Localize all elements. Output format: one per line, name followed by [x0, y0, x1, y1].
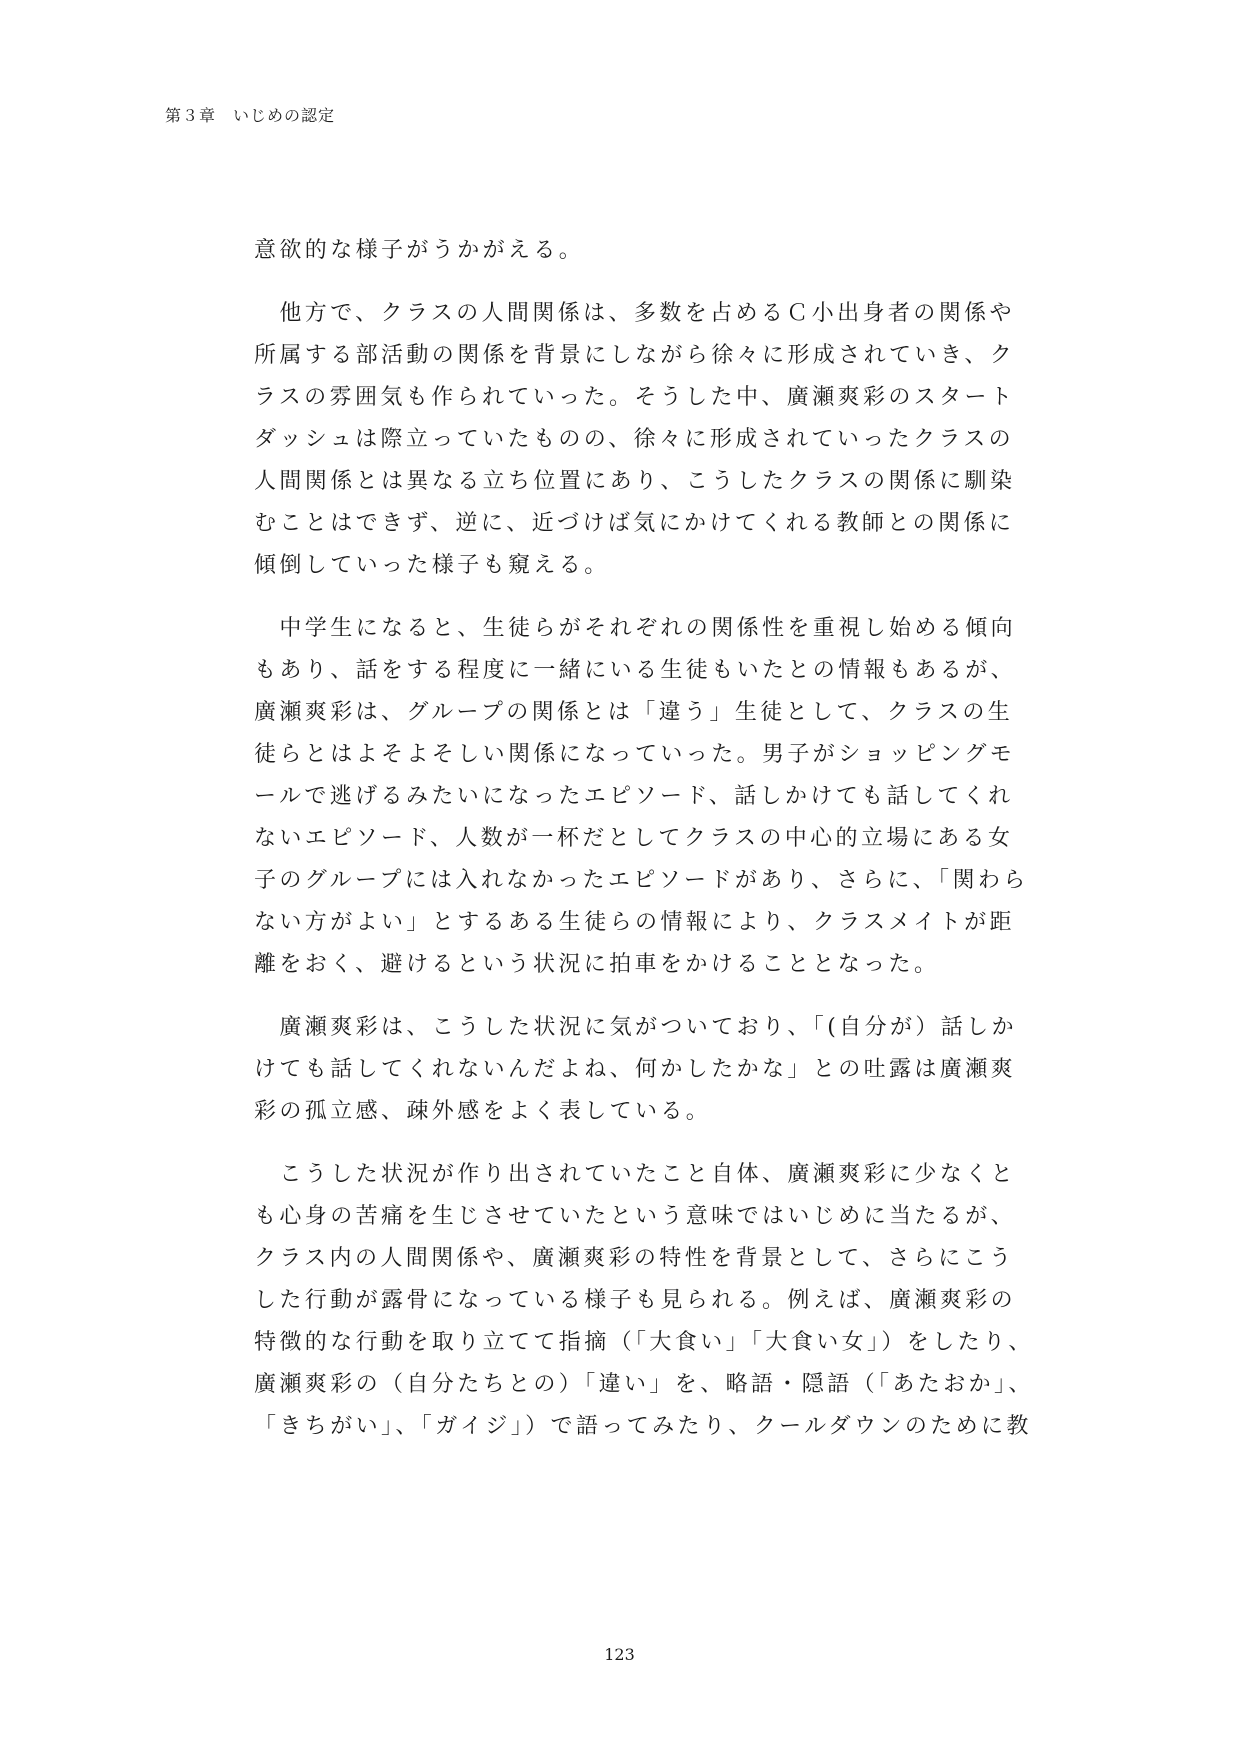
page-number: 123: [604, 1645, 635, 1664]
text-line: クラス内の人間関係や、廣瀬爽彩の特性を背景として、さらにこう: [254, 1246, 1015, 1271]
paragraph-3: [254, 608, 1054, 986]
text-line: 特徴的な行動を取り立てて指摘（「大食い」「大食い女」）をしたり、: [254, 1330, 1034, 1355]
text-line: 廣瀬爽彩は、グループの関係とは「違う」生徒として、クラスの生: [254, 700, 1014, 725]
paragraph-1: [254, 230, 1054, 272]
text-line: 中学生になると、生徒らがそれぞれの関係性を重視し始める傾向: [254, 616, 1017, 641]
text-line: むことはできず、逆に、近づけば気にかけてくれる教師との関係に: [254, 511, 1015, 536]
text-line: ダッシュは際立っていたものの、徐々に形成されていったクラスの: [254, 427, 1015, 452]
text-line: 人間関係とは異なる立ち位置にあり、こうしたクラスの関係に馴染: [254, 469, 1016, 494]
text-line: 所属する部活動の関係を背景にしながら徐々に形成されていき、ク: [254, 343, 1016, 368]
running-header: 第３章 いじめの認定: [165, 106, 336, 125]
text-line: 彩の孤立感、疎外感をよく表している。: [254, 1099, 712, 1124]
text-line: 傾倒していった様子も窺える。: [254, 553, 610, 578]
text-line: 子のグループには入れなかったエピソードがあり、さらに、「関わら: [254, 868, 1029, 893]
text-line: した行動が露骨になっている様子も見られる。例えば、廣瀬爽彩の: [254, 1288, 1017, 1313]
text-line: 廣瀬爽彩は、こうした状況に気がついており、「(自分が）話しか: [254, 1015, 1017, 1040]
text-line: 廣瀬爽彩の（自分たちとの）「違い」を、略語・隠語（「あたおか」、: [254, 1372, 1034, 1397]
paragraph-4: [254, 1007, 1054, 1133]
text-line: も心身の苦痛を生じさせていたという意味ではいじめに当たるが、: [254, 1204, 1017, 1229]
text-line: ないエピソード、人数が一杯だとしてクラスの中心的立場にある女: [254, 826, 1014, 851]
text-line: 「きちがい」、「ガイジ」）で語ってみたり、クールダウンのために教: [254, 1414, 1032, 1439]
text-line: 意欲的な様子がうかがえる。: [254, 238, 585, 263]
text-line: 離をおく、避けるという状況に拍車をかけることとなった。: [254, 952, 940, 977]
text-line: こうした状況が作り出されていたこと自体、廣瀬爽彩に少なくと: [254, 1162, 1017, 1187]
text-line: ラスの雰囲気も作られていった。そうした中、廣瀬爽彩のスタート: [254, 385, 1016, 410]
text-line: 徒らとはよそよそしい関係になっていった。男子がショッピングモ: [254, 742, 1016, 767]
paragraph-2: [254, 293, 1054, 587]
text-line: もあり、話をする程度に一緒にいる生徒もいたとの情報もあるが、: [254, 658, 1017, 683]
body-text: [254, 230, 1054, 1469]
paragraph-5: [254, 1154, 1054, 1448]
text-line: ールで逃げるみたいになったエピソード、話しかけても話してくれ: [254, 784, 1014, 809]
text-line: 他方で、クラスの人間関係は、多数を占めるＣ小出身者の関係や: [254, 301, 1015, 326]
text-line: ない方がよい」とするある生徒らの情報により、クラスメイトが距: [254, 910, 1015, 935]
text-line: けても話してくれないんだよね、何かしたかな」との吐露は廣瀬爽: [254, 1057, 1017, 1082]
